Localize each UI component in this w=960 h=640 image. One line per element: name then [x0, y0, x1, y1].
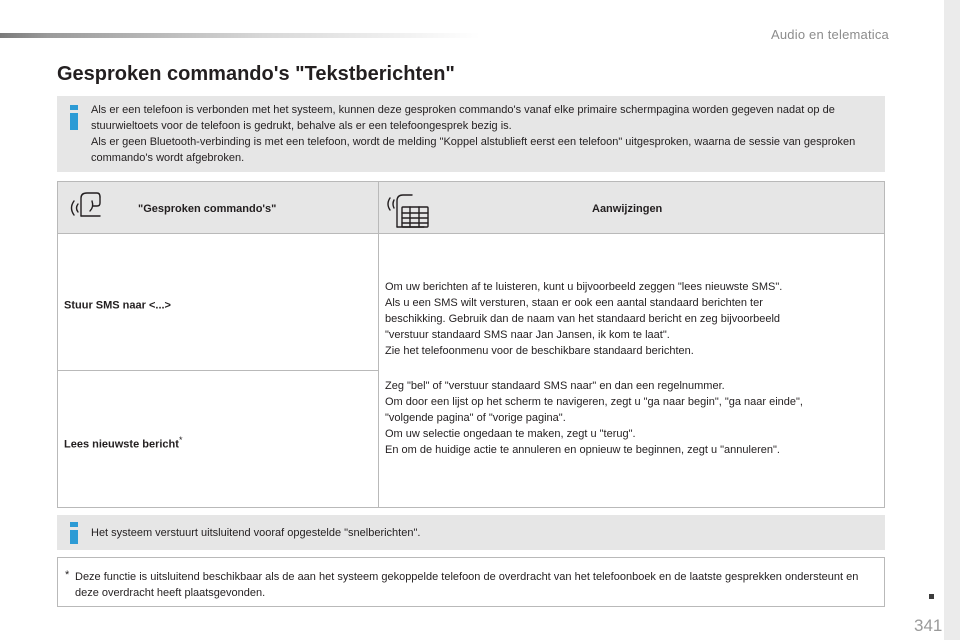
hint-line: Om uw selectie ongedaan te maken, zegt u "terug".	[385, 428, 636, 440]
page-edge-band	[944, 0, 960, 640]
footnote-text: Deze functie is uitsluitend beschikbaar als de aan het systeem gekoppelde telefoon de overdracht van het telefoonboek en de laatste gesprekken ondersteunt en deze overdracht heeft plaatsgevonden.	[75, 571, 859, 599]
page-number: 341	[914, 616, 943, 635]
hint-line: "volgende pagina" of "vorige pagina".	[385, 412, 566, 424]
hint-block	[385, 279, 876, 359]
page-title: Gesproken commando's "Tekstberichten"	[57, 63, 455, 85]
footnote-marker: *	[65, 569, 70, 581]
note-text: Het systeem verstuurt uitsluitend vooraf opgestelde "snelberichten".	[91, 527, 421, 539]
info-icon	[70, 105, 78, 130]
commands-column-header: "Gesproken commando's"	[138, 203, 277, 215]
voice-commands-table	[57, 181, 885, 508]
section-title: Audio en telematica	[771, 27, 889, 42]
command-text: Lees nieuwste bericht	[64, 438, 179, 451]
intro-paragraph: Als er een telefoon is verbonden met het systeem, kunnen deze gesproken commando's vanaf elke primaire schermpagina worden gegeven nadat op de stuurwieltoets voor de telefoon is gedrukt, behalve als er een telefoongesprek bezig is.	[91, 104, 835, 132]
hint-line: beschikking. Gebruik dan de naam van het standaard bericht en zeg bijvoorbeeld	[385, 313, 781, 325]
hint-line: Zie het telefoonmenu voor de beschikbare standaard berichten.	[385, 345, 694, 357]
hint-line: Om uw berichten af te luisteren, kunt u bijvoorbeeld zeggen "lees nieuwste SMS".	[385, 281, 783, 293]
intro-info-box	[57, 96, 885, 172]
voice-command-icon	[66, 189, 102, 225]
intro-paragraph: Als er geen Bluetooth-verbinding is met een telefoon, wordt de melding "Koppel alstublieft eerst een telefoon" uitgesproken, waarna de sessie van gesproken commando's wordt afgebroken.	[91, 136, 856, 164]
column-divider	[378, 182, 379, 507]
note-info-box	[57, 515, 885, 550]
command-cell	[64, 296, 171, 312]
hint-line: Om door een lijst op het scherm te navigeren, zegt u "ga naar begin", "ga naar einde",	[385, 396, 803, 408]
command-cell	[64, 435, 182, 451]
header-rule	[0, 33, 480, 38]
intro-text	[91, 102, 871, 166]
hint-block	[385, 378, 876, 458]
hint-line: Zeg "bel" of "verstuur standaard SMS naar" en dan een regelnummer.	[385, 380, 725, 392]
info-icon	[70, 522, 78, 544]
hint-line: "verstuur standaard SMS naar Jan Jansen, ik kom te laat".	[385, 329, 670, 341]
footnote-box	[57, 557, 885, 607]
footnote-marker: *	[178, 435, 183, 445]
hint-line: En om de huidige actie te annuleren en opnieuw te beginnen, zegt u "annuleren".	[385, 444, 780, 456]
hint-line: Als u een SMS wilt versturen, staan er ook een aantal standaard berichten ter	[385, 297, 763, 309]
command-text: Stuur SMS naar <...>	[64, 299, 171, 312]
hints-column-header: Aanwijzingen	[592, 203, 663, 215]
page-marker	[929, 594, 934, 599]
voice-hints-screen-icon	[386, 189, 430, 231]
row-divider	[58, 370, 378, 371]
